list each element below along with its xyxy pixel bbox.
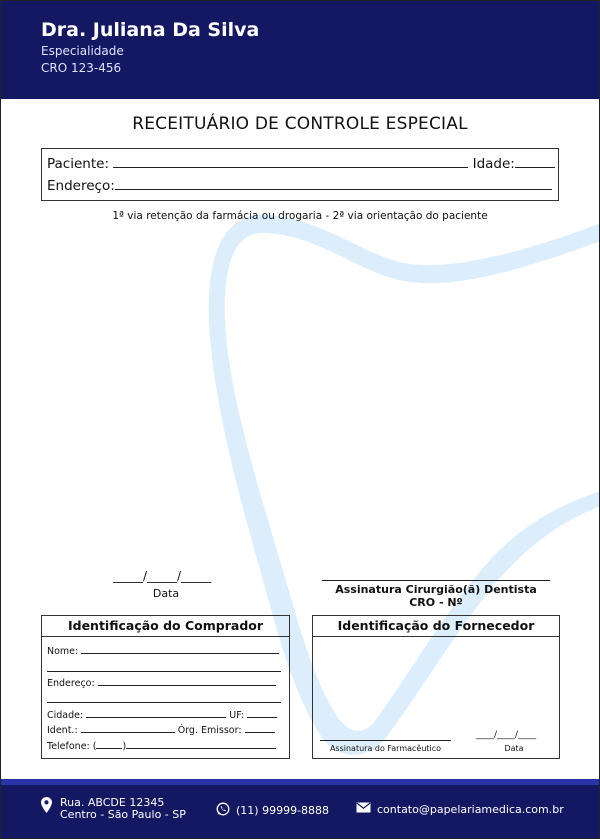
whatsapp-icon [216, 802, 230, 819]
cro-number-label: CRO - Nº [409, 596, 463, 609]
buyer-issuer-field[interactable] [245, 723, 275, 733]
pharmacist-signature-label: Assinatura do Farmacêutico [329, 744, 442, 753]
age-label: Idade: [472, 156, 515, 172]
dentist-signature-label: Assinatura Cirurgião(ã) Dentista [335, 583, 537, 596]
patient-name-field[interactable] [113, 155, 468, 168]
signature-line[interactable] [322, 580, 550, 581]
doctor-name: Dra. Juliana Da Silva [41, 19, 260, 41]
doctor-cro: CRO 123-456 [41, 61, 122, 75]
footer-address-text [60, 797, 186, 821]
age-field[interactable] [515, 155, 555, 168]
buyer-uf-field[interactable] [247, 708, 277, 718]
buyer-phone-field[interactable] [126, 739, 276, 749]
footer-banner [1, 785, 599, 838]
patient-label: Paciente: [47, 156, 109, 172]
buyer-address-field-2[interactable] [47, 693, 281, 703]
buyer-id-field[interactable] [81, 723, 175, 733]
buyer-phone-area-field[interactable] [96, 739, 122, 749]
supplier-title: Identificação do Fornecedor [313, 616, 559, 637]
buyer-phone-label: Telefone: ( [47, 741, 97, 752]
supplier-identification-box [312, 615, 560, 759]
buyer-title: Identificação do Comprador [42, 616, 289, 637]
buyer-address-row-2 [47, 693, 281, 706]
buyer-name-row-2 [47, 662, 281, 675]
buyer-name-label: Nome: [47, 646, 79, 657]
buyer-issuer-label: Órg. Emissor: [177, 725, 242, 736]
buyer-city-field[interactable] [86, 708, 226, 718]
supplier-date-label: Data [504, 744, 524, 753]
footer-address-line1: Rua. ABCDE 12345 [60, 796, 165, 809]
buyer-name-row [47, 644, 279, 657]
buyer-uf-label: UF: [229, 710, 245, 721]
footer-address [41, 797, 186, 821]
date-field[interactable]: _____/_____/_____ [113, 569, 212, 583]
footer-email [356, 802, 564, 816]
via-note: 1ª via retenção da farmácia ou drogaria - 2ª via orientação do paciente [112, 210, 488, 222]
patient-row [47, 155, 555, 172]
patient-info-box [41, 148, 559, 201]
supplier-date-field[interactable]: ____/____/____ [476, 730, 537, 740]
doctor-specialty: Especialidade [41, 44, 124, 58]
pharmacist-signature-line[interactable] [320, 740, 451, 741]
footer-email-text[interactable]: contato@papelariamedica.com.br [377, 802, 564, 816]
document-title: RECEITUÁRIO DE CONTROLE ESPECIAL [132, 114, 468, 134]
date-label: Data [152, 587, 180, 600]
buyer-phone-row [47, 739, 276, 752]
buyer-identification-box [41, 615, 290, 759]
buyer-address-field[interactable] [98, 676, 276, 686]
buyer-address-row [47, 676, 276, 689]
buyer-name-field-2[interactable] [47, 662, 281, 672]
footer-address-line2: Centro - São Paulo - SP [60, 808, 186, 821]
signature-label-block [322, 583, 550, 609]
buyer-id-label: Ident.: [47, 725, 78, 736]
envelope-icon [356, 802, 371, 816]
buyer-city-label: Cidade: [47, 710, 84, 721]
buyer-name-field[interactable] [81, 644, 279, 654]
address-field[interactable] [115, 177, 552, 190]
footer-phone-text: (11) 99999-8888 [236, 804, 330, 817]
address-row [47, 177, 552, 194]
address-label: Endereço: [47, 178, 115, 194]
buyer-phone-close: ) [122, 741, 127, 752]
buyer-city-row [47, 708, 277, 721]
location-pin-icon [41, 797, 52, 816]
footer-phone [216, 802, 329, 819]
buyer-id-row [47, 723, 275, 736]
buyer-address-label: Endereço: [47, 678, 95, 689]
